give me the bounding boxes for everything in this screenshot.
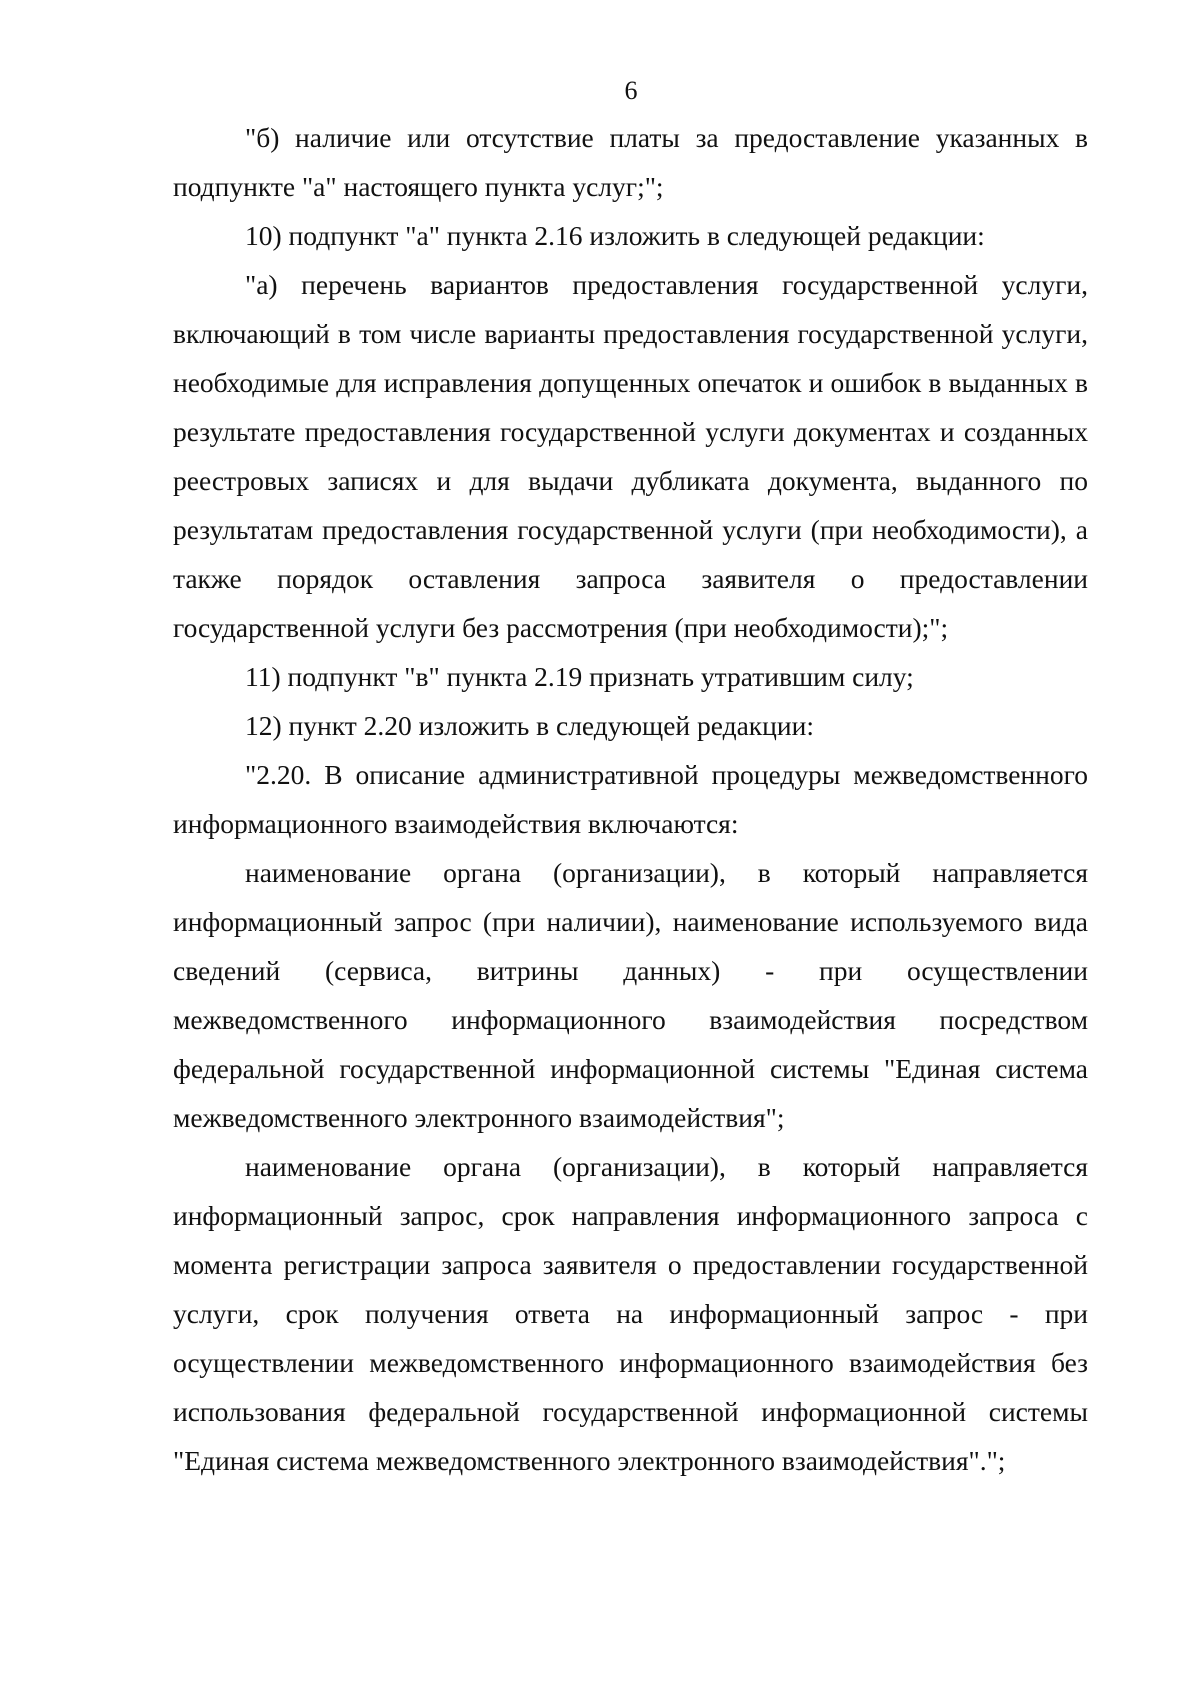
paragraph-a-service-variants: "а) перечень вариантов предоставления государственной услуги, включающий в том числе варианты предоставления государственной услуги, необходимые для исправления допущенных опечаток и ошибок в выданных в результате предоставления государственной услуги документах и созданных реестровых записях и для выдачи дубликата документа, выданного по результатам предоставления государственной услуги (при необходимости), а также порядок оставления запроса заявителя о предоставлении государственной услуги без рассмотрения (при необходимости);"; [173, 269, 1088, 643]
paragraph-smev-request: наименование органа (организации), в который направляется информационный запрос (при наличии), наименование используемого вида сведений (сервиса, витрины данных) - при осуществлении межведомственного информационного взаимодействия посредством федеральной государственной информационной системы "Единая система межведомственного электронного взаимодействия"; [173, 857, 1088, 1133]
paragraph-item-12: 12) пункт 2.20 изложить в следующей редакции: [245, 710, 814, 741]
paragraph-non-smev-request: наименование органа (организации), в который направляется информационный запрос, срок направления информационного запроса с момента регистрации запроса заявителя о предоставлении государственной услуги, срок получения ответа на информационный запрос - при осуществлении межведомственного информационного взаимодействия без использования федеральной государственной информационной системы "Единая система межведомственного электронного взаимодействия"."; [173, 1151, 1088, 1476]
paragraph-item-10: 10) подпункт "а" пункта 2.16 изложить в следующей редакции: [245, 220, 985, 251]
paragraph-2-20-intro: "2.20. В описание административной процедуры межведомственного информационного взаимодействия включаются: [173, 759, 1088, 839]
paragraph-b-fee: "б) наличие или отсутствие платы за предоставление указанных в подпункте "а" настоящего пункта услуг;"; [173, 122, 1088, 202]
paragraph-item-11: 11) подпункт "в" пункта 2.19 признать утратившим силу; [245, 661, 914, 692]
page-number: 6 [624, 76, 638, 105]
document-body [173, 113, 1088, 1485]
